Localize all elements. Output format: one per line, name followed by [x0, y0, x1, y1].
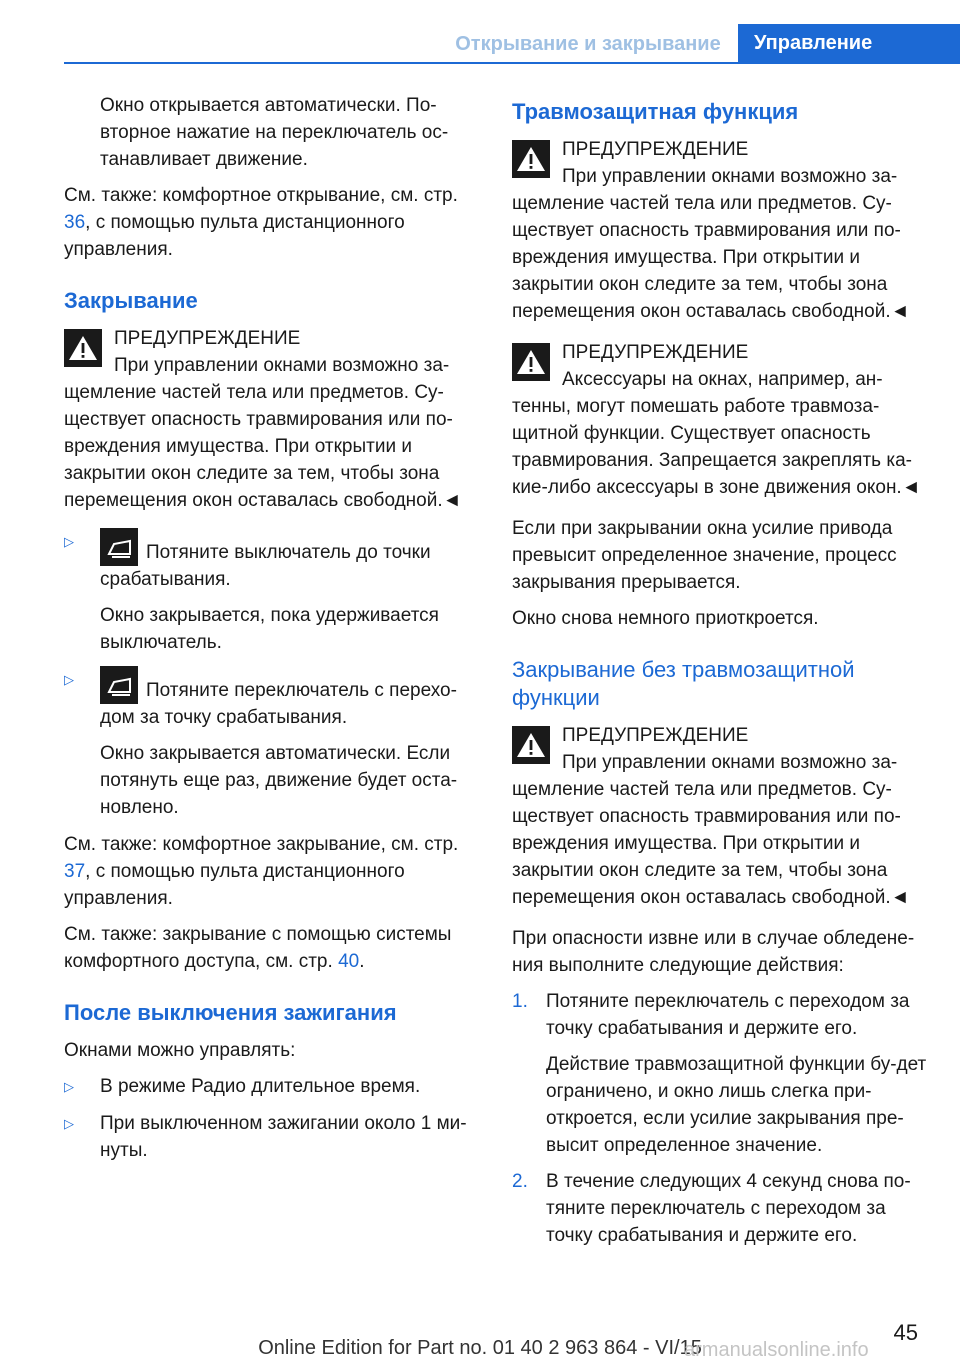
see-also-text-end: , с помощью пульта дистанционного управления. [64, 212, 405, 260]
bullet-triangle-icon: ▷ [64, 672, 74, 687]
warning-title: ПРЕДУПРЕЖДЕНИЕ [562, 725, 749, 746]
see-also-text-end: . [359, 951, 365, 972]
list-item [64, 1110, 480, 1164]
step-text: В течение следующих 4 секунд снова по-тяните переключатель с переходом за точку срабатывания и держите его. [546, 1171, 911, 1246]
header-chapter-tab: Управление [738, 24, 960, 62]
warning-first-line: Аксессуары на окнах, например, ан- [562, 369, 883, 390]
bullet-triangle-icon: ▷ [64, 1116, 74, 1131]
page-link-40[interactable]: 40 [338, 951, 360, 972]
page-number: 45 [893, 1320, 918, 1345]
warning-triangle-icon [64, 329, 102, 367]
step-number: 1. [512, 991, 528, 1012]
list-item-text: При выключенном зажигании около 1 ми-нуты. [100, 1113, 467, 1161]
list-item-text: В режиме Радио длительное время. [100, 1076, 421, 1097]
step-text: Потяните переключатель с переходом за точку срабатывания и держите его. [546, 991, 910, 1039]
warning-block [64, 325, 480, 514]
see-also-text: См. также: закрывание с помощью системы комфортного доступа, см. стр. [64, 924, 452, 972]
danger-instructions-text: При опасности извне или в случае обледене-ния выполните следующие действия: [512, 928, 915, 976]
warning-first-line: При управлении окнами возможно за- [114, 355, 450, 376]
numbered-step [512, 988, 928, 1159]
list-item-text [100, 528, 480, 593]
see-also-comfort-access [64, 921, 480, 975]
force-limit-text: Если при закрывании окна усилие привода превысит определенное значение, процесс закрывания прерывается. [512, 518, 897, 593]
see-also-comfort-open [64, 182, 480, 263]
see-also-text: См. также: комфортное открывание, см. стр. [64, 185, 458, 206]
auto-open-text: Окно открывается автоматически. По-вторное нажатие на переключатель ос-танавливает движение. [100, 95, 449, 170]
heading-closing: Закрывание [64, 288, 198, 313]
list-item [64, 666, 480, 821]
page-link-36[interactable]: 36 [64, 212, 86, 233]
warning-title: ПРЕДУПРЕЖДЕНИЕ [114, 328, 301, 349]
warning-block [512, 136, 928, 325]
numbered-step [512, 1168, 928, 1249]
warning-first-line: При управлении окнами возможно за- [562, 166, 898, 187]
header-divider [64, 62, 960, 64]
window-switch-icon [100, 528, 138, 566]
list-item-subtext: Окно закрывается автоматически. Если потянуть еще раз, движение будет оста-новлено. [100, 743, 458, 818]
see-also-comfort-close [64, 831, 480, 912]
warning-body: щемление частей тела или предметов. Су-ществует опасность травмирования или по-вреждения имущества. При открытии и закрытии окон следите за тем, чтобы зона перемещения окон оставалась свободной.◄ [512, 779, 910, 908]
list-item-label: Потяните выключатель до точки срабатывания. [100, 542, 431, 590]
warning-block [512, 722, 928, 911]
see-also-text-end: , с помощью пульта дистанционного управления. [64, 861, 405, 909]
page-link-37[interactable]: 37 [64, 861, 86, 882]
warning-first-line: При управлении окнами возможно за- [562, 752, 898, 773]
left-column [64, 92, 480, 1174]
footer-edition: Online Edition for Part no. 01 40 2 963 864 - VI/15 [258, 1337, 702, 1359]
header-section-title: Открывание и закрывание [455, 33, 721, 55]
warning-body: тенны, могут помешать работе травмоза-щитной функции. Существует опасность травмирования. Запрещается закреплять ка-кие-либо аксессуары в зоне движения окон.◄ [512, 396, 921, 498]
list-item-subtext: Окно закрывается, пока удерживается выключатель. [100, 605, 439, 653]
step-number: 2. [512, 1171, 528, 1192]
list-item-text [100, 666, 480, 731]
warning-triangle-icon [512, 140, 550, 178]
warning-title: ПРЕДУПРЕЖДЕНИЕ [562, 139, 749, 160]
warning-body: щемление частей тела или предметов. Су-ществует опасность травмирования или по-вреждения имущества. При открытии и закрытии окон следите за тем, чтобы зона перемещения окон оставалась свободной.◄ [512, 193, 910, 322]
warning-triangle-icon [512, 726, 550, 764]
list-item-label: Потяните переключатель с перехо-дом за точку срабатывания. [100, 680, 457, 728]
list-item [64, 528, 480, 656]
bullet-triangle-icon: ▷ [64, 1079, 74, 1094]
reopen-text: Окно снова немного приоткроется. [512, 608, 819, 629]
watermark: armanualsonline.info [684, 1339, 869, 1361]
warning-block [512, 339, 928, 501]
window-switch-icon [100, 666, 138, 704]
heading-closing-without-anti-pinch: Закрывание без травмозащитной функции [512, 657, 855, 710]
heading-after-ignition: После выключения зажигания [64, 1000, 397, 1025]
heading-anti-pinch: Травмозащитная функция [512, 99, 799, 124]
warning-title: ПРЕДУПРЕЖДЕНИЕ [562, 342, 749, 363]
bullet-triangle-icon: ▷ [64, 534, 74, 549]
see-also-text: См. также: комфортное закрывание, см. стр. [64, 834, 459, 855]
warning-body: щемление частей тела или предметов. Су-ществует опасность травмирования или по-вреждения имущества. При открытии и закрытии окон следите за тем, чтобы зона перемещения окон оставалась свободной.◄ [64, 382, 462, 511]
warning-triangle-icon [512, 343, 550, 381]
step-subtext: Действие травмозащитной функции бу-дет ограничено, и окно лишь слегка при-откроется, если усилие закрывания пре-высит определенное значение. [546, 1054, 927, 1156]
right-column [512, 92, 928, 1258]
after-ignition-text: Окнами можно управлять: [64, 1040, 296, 1061]
list-item [64, 1073, 480, 1100]
